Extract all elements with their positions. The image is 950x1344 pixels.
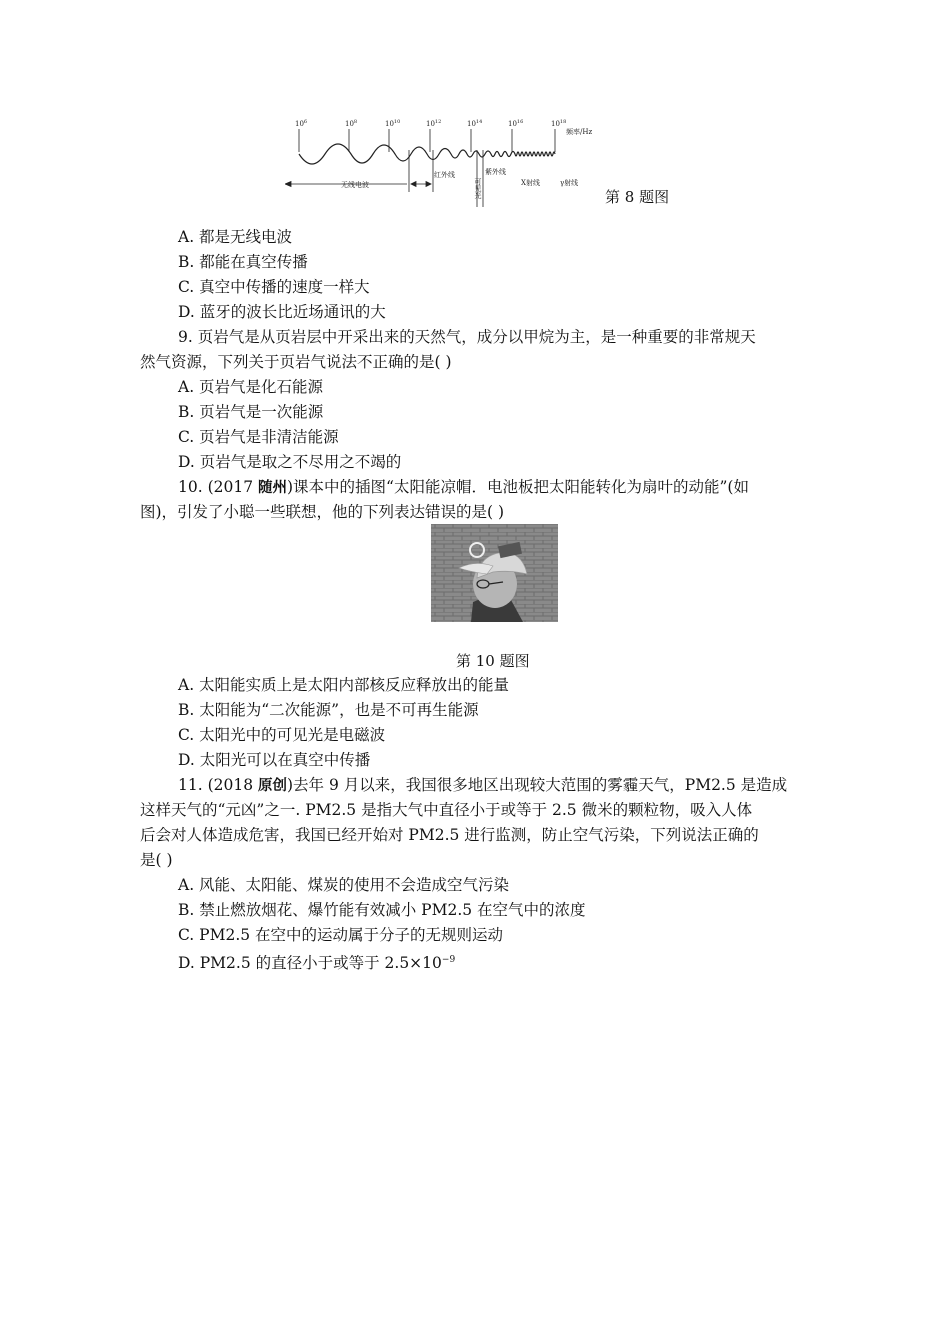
q11-option-d-exponent: −9 [441, 955, 456, 965]
frequency-axis-label: 频率/Hz [566, 128, 593, 136]
q11-stem-line1 [178, 775, 850, 796]
q10-option-c: C. 太阳光中的可见光是电磁波 [178, 726, 386, 744]
q11-stem-text: )去年 9 月以来，我国很多地区出现较大范围的雾霾天气，PM2.5 是造成 [287, 776, 788, 794]
q10-number: 10. (2017 [178, 478, 258, 496]
q11-stem-line4: 是( ) [140, 851, 173, 869]
infrared-label: 红外线 [434, 171, 455, 179]
q10-option-a: A. 太阳能实质上是太阳内部核反应释放出的能量 [178, 676, 510, 694]
q11-option-d [178, 950, 850, 973]
frequency-ticks [295, 119, 592, 152]
q10-stem-line1 [178, 477, 850, 498]
q11-option-b: B. 禁止燃放烟花、爆竹能有效减小 PM2.5 在空气中的浓度 [178, 901, 586, 919]
gamma-ray-label: γ射线 [560, 179, 579, 187]
q8-option-c: C. 真空中传播的速度一样大 [178, 278, 370, 296]
em-wave [299, 144, 555, 164]
q11-stem-line3: 后会对人体造成危害，我国已经开始对 PM2.5 进行监测，防止空气污染，下列说法正确的 [140, 826, 759, 844]
q11-source: 原创 [258, 778, 287, 794]
q9-option-a: A. 页岩气是化石能源 [178, 378, 324, 396]
q11-number: 11. (2018 [178, 776, 258, 794]
tick-label-5: $10^{14}$ [467, 119, 483, 128]
q8-option-a: A. 都是无线电波 [178, 228, 293, 246]
q8-option-b: B. 都能在真空传播 [178, 253, 308, 271]
q9-stem-line1: 9. 页岩气是从页岩层中开采出来的天然气，成分以甲烷为主，是一种重要的非常规天 [178, 328, 756, 346]
q9-stem-line2: 然气资源，下列关于页岩气说法不正确的是( ) [140, 353, 452, 371]
q10-source: 随州 [258, 480, 287, 496]
visible-light-label: 可见光 [474, 178, 482, 199]
q11-option-d-text: D. PM2.5 的直径小于或等于 2.5×10 [178, 954, 442, 973]
q10-option-b: B. 太阳能为“二次能源”，也是不可再生能源 [178, 701, 479, 719]
tick-label-4: $10^{12}$ [426, 119, 442, 128]
figure-10-caption: 第 10 题图 [456, 652, 530, 670]
tick-label-3: $10^{10}$ [385, 119, 401, 128]
xray-label: X射线 [521, 179, 540, 187]
ultraviolet-label: 紫外线 [485, 168, 506, 176]
q10-stem-text: )课本中的插图“太阳能凉帽．电池板把太阳能转化为扇叶的动能”(如 [287, 478, 749, 496]
solar-hat-photo [431, 524, 558, 622]
tick-label-1: $10^6$ [295, 119, 308, 128]
tick-label-7: $10^{18}$ [551, 119, 567, 128]
tick-label-6: $10^{16}$ [508, 119, 524, 128]
radio-wave-label: 无线电波 [341, 181, 369, 189]
q11-stem-line2: 这样天气的“元凶”之一. PM2.5 是指大气中直径小于或等于 2.5 微米的颗粒物，吸入人体 [140, 801, 753, 819]
tick-label-2: $10^8$ [345, 119, 358, 128]
q9-option-b: B. 页岩气是一次能源 [178, 403, 324, 421]
q9-option-c: C. 页岩气是非清洁能源 [178, 428, 339, 446]
q10-stem-line2: 图)，引发了小聪一些联想，他的下列表达错误的是( ) [140, 503, 505, 521]
q8-option-d: D. 蓝牙的波长比近场通讯的大 [178, 303, 386, 321]
spectrum-diagram [285, 112, 610, 207]
q10-option-d: D. 太阳光可以在真空中传播 [178, 751, 371, 769]
q11-option-a: A. 风能、太阳能、煤炭的使用不会造成空气污染 [178, 876, 510, 894]
q9-option-d: D. 页岩气是取之不尽用之不竭的 [178, 453, 402, 471]
figure-8-caption: 第 8 题图 [605, 188, 670, 206]
q11-option-c: C. PM2.5 在空中的运动属于分子的无规则运动 [178, 926, 504, 944]
